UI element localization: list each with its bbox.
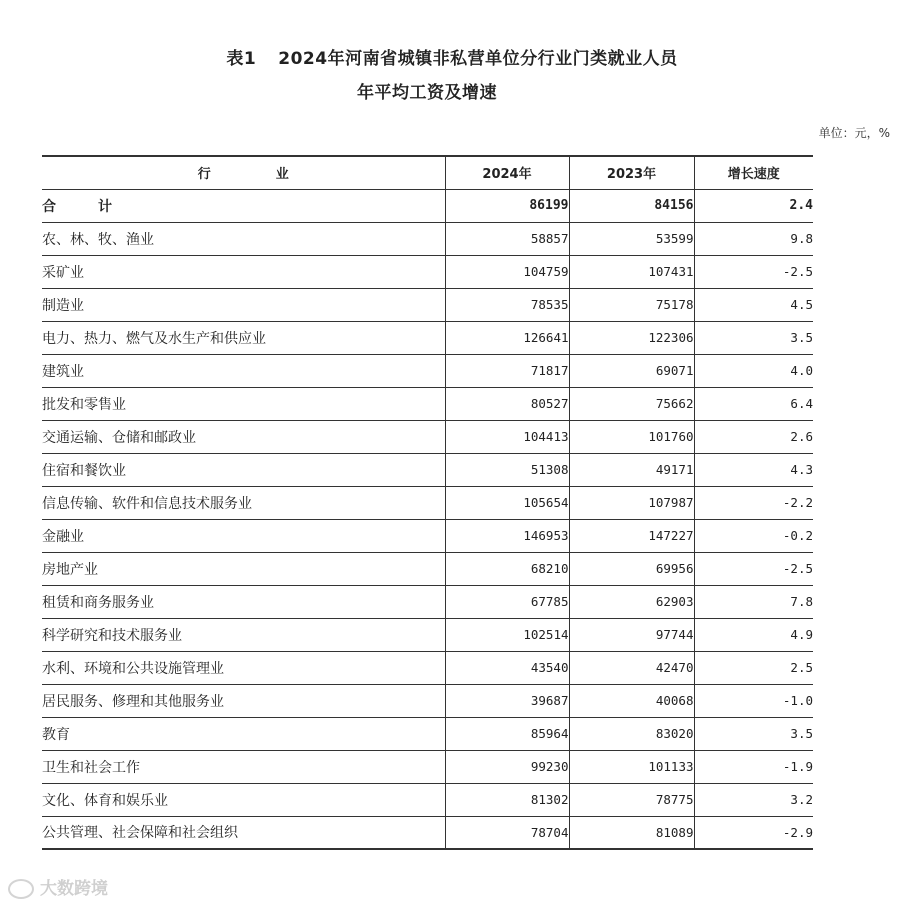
growth-cell: -2.9 [694, 816, 813, 849]
wage-2023-cell: 81089 [569, 816, 694, 849]
wage-2023-cell: 75178 [569, 288, 694, 321]
wage-2023-cell: 84156 [569, 189, 694, 222]
table-row-total [42, 189, 813, 222]
wage-2023-cell: 40068 [569, 684, 694, 717]
table-row [42, 684, 813, 717]
growth-cell: 6.4 [694, 387, 813, 420]
growth-cell: 4.5 [694, 288, 813, 321]
industry-cell: 合 计 [42, 189, 445, 222]
industry-cell: 租赁和商务服务业 [42, 585, 445, 618]
wage-2023-cell: 107431 [569, 255, 694, 288]
wage-table [42, 155, 813, 850]
wage-2023-cell: 122306 [569, 321, 694, 354]
wage-2024-cell: 81302 [445, 783, 569, 816]
wage-2024-cell: 68210 [445, 552, 569, 585]
growth-cell: 7.8 [694, 585, 813, 618]
industry-cell: 卫生和社会工作 [42, 750, 445, 783]
header-industry: 行 业 [42, 156, 445, 189]
industry-cell: 制造业 [42, 288, 445, 321]
wage-2024-cell: 39687 [445, 684, 569, 717]
wage-2024-cell: 86199 [445, 189, 569, 222]
growth-cell: 2.5 [694, 651, 813, 684]
wage-2024-cell: 102514 [445, 618, 569, 651]
wage-2024-cell: 67785 [445, 585, 569, 618]
industry-cell: 金融业 [42, 519, 445, 552]
table-row [42, 750, 813, 783]
growth-cell: -2.2 [694, 486, 813, 519]
wage-2023-cell: 101760 [569, 420, 694, 453]
watermark [8, 874, 108, 899]
table-number: 表1 [226, 49, 257, 69]
wage-2023-cell: 49171 [569, 453, 694, 486]
growth-cell: 3.5 [694, 717, 813, 750]
table-row [42, 420, 813, 453]
wage-2024-cell: 126641 [445, 321, 569, 354]
table-row [42, 222, 813, 255]
wage-2024-cell: 78535 [445, 288, 569, 321]
table-row [42, 255, 813, 288]
table-row [42, 783, 813, 816]
table-row [42, 486, 813, 519]
table-title-line2: 年平均工资及增速 [357, 83, 497, 103]
table-row [42, 651, 813, 684]
unit-label: 单位：元，% [818, 126, 890, 140]
growth-cell: 4.0 [694, 354, 813, 387]
industry-cell: 文化、体育和娱乐业 [42, 783, 445, 816]
growth-cell: 3.5 [694, 321, 813, 354]
industry-cell: 公共管理、社会保障和社会组织 [42, 816, 445, 849]
wage-2024-cell: 85964 [445, 717, 569, 750]
growth-cell: -1.0 [694, 684, 813, 717]
table-row [42, 453, 813, 486]
wage-2024-cell: 78704 [445, 816, 569, 849]
header-growth: 增长速度 [694, 156, 813, 189]
table-row [42, 519, 813, 552]
wage-2023-cell: 101133 [569, 750, 694, 783]
industry-cell: 交通运输、仓储和邮政业 [42, 420, 445, 453]
table-row [42, 387, 813, 420]
table-row [42, 618, 813, 651]
industry-cell: 农、林、牧、渔业 [42, 222, 445, 255]
header-2024: 2024年 [445, 156, 569, 189]
wage-2024-cell: 105654 [445, 486, 569, 519]
table-body [42, 189, 813, 849]
wage-2023-cell: 69956 [569, 552, 694, 585]
wage-2024-cell: 99230 [445, 750, 569, 783]
wage-2023-cell: 147227 [569, 519, 694, 552]
growth-cell: -1.9 [694, 750, 813, 783]
industry-cell: 房地产业 [42, 552, 445, 585]
table-row [42, 288, 813, 321]
watermark-logo-icon [8, 879, 34, 899]
growth-cell: 3.2 [694, 783, 813, 816]
wage-2023-cell: 53599 [569, 222, 694, 255]
table-row [42, 816, 813, 849]
industry-cell: 水利、环境和公共设施管理业 [42, 651, 445, 684]
wage-2024-cell: 58857 [445, 222, 569, 255]
industry-cell: 信息传输、软件和信息技术服务业 [42, 486, 445, 519]
wage-2023-cell: 62903 [569, 585, 694, 618]
wage-2024-cell: 71817 [445, 354, 569, 387]
industry-cell: 居民服务、修理和其他服务业 [42, 684, 445, 717]
growth-cell: -0.2 [694, 519, 813, 552]
industry-cell: 电力、热力、燃气及水生产和供应业 [42, 321, 445, 354]
industry-cell: 住宿和餐饮业 [42, 453, 445, 486]
growth-cell: 2.6 [694, 420, 813, 453]
table-row [42, 321, 813, 354]
industry-cell: 采矿业 [42, 255, 445, 288]
wage-2023-cell: 78775 [569, 783, 694, 816]
table-row [42, 552, 813, 585]
wage-2024-cell: 43540 [445, 651, 569, 684]
table-row [42, 717, 813, 750]
growth-cell: 4.3 [694, 453, 813, 486]
wage-2023-cell: 83020 [569, 717, 694, 750]
growth-cell: -2.5 [694, 255, 813, 288]
industry-cell: 教育 [42, 717, 445, 750]
wage-2024-cell: 80527 [445, 387, 569, 420]
growth-cell: 2.4 [694, 189, 813, 222]
industry-cell: 批发和零售业 [42, 387, 445, 420]
header-2023: 2023年 [569, 156, 694, 189]
industry-cell: 建筑业 [42, 354, 445, 387]
wage-2024-cell: 104759 [445, 255, 569, 288]
wage-2023-cell: 42470 [569, 651, 694, 684]
growth-cell: 9.8 [694, 222, 813, 255]
wage-2023-cell: 107987 [569, 486, 694, 519]
table-row [42, 585, 813, 618]
wage-2024-cell: 146953 [445, 519, 569, 552]
table-row [42, 354, 813, 387]
industry-cell: 科学研究和技术服务业 [42, 618, 445, 651]
wage-2023-cell: 97744 [569, 618, 694, 651]
table-title [0, 44, 904, 69]
table-title-line1: 2024年河南省城镇非私营单位分行业门类就业人员 [278, 49, 678, 69]
wage-2023-cell: 75662 [569, 387, 694, 420]
watermark-text: 大数跨境 [40, 879, 108, 899]
wage-2023-cell: 69071 [569, 354, 694, 387]
growth-cell: 4.9 [694, 618, 813, 651]
wage-2024-cell: 51308 [445, 453, 569, 486]
growth-cell: -2.5 [694, 552, 813, 585]
table-header-row [42, 156, 813, 189]
wage-2024-cell: 104413 [445, 420, 569, 453]
